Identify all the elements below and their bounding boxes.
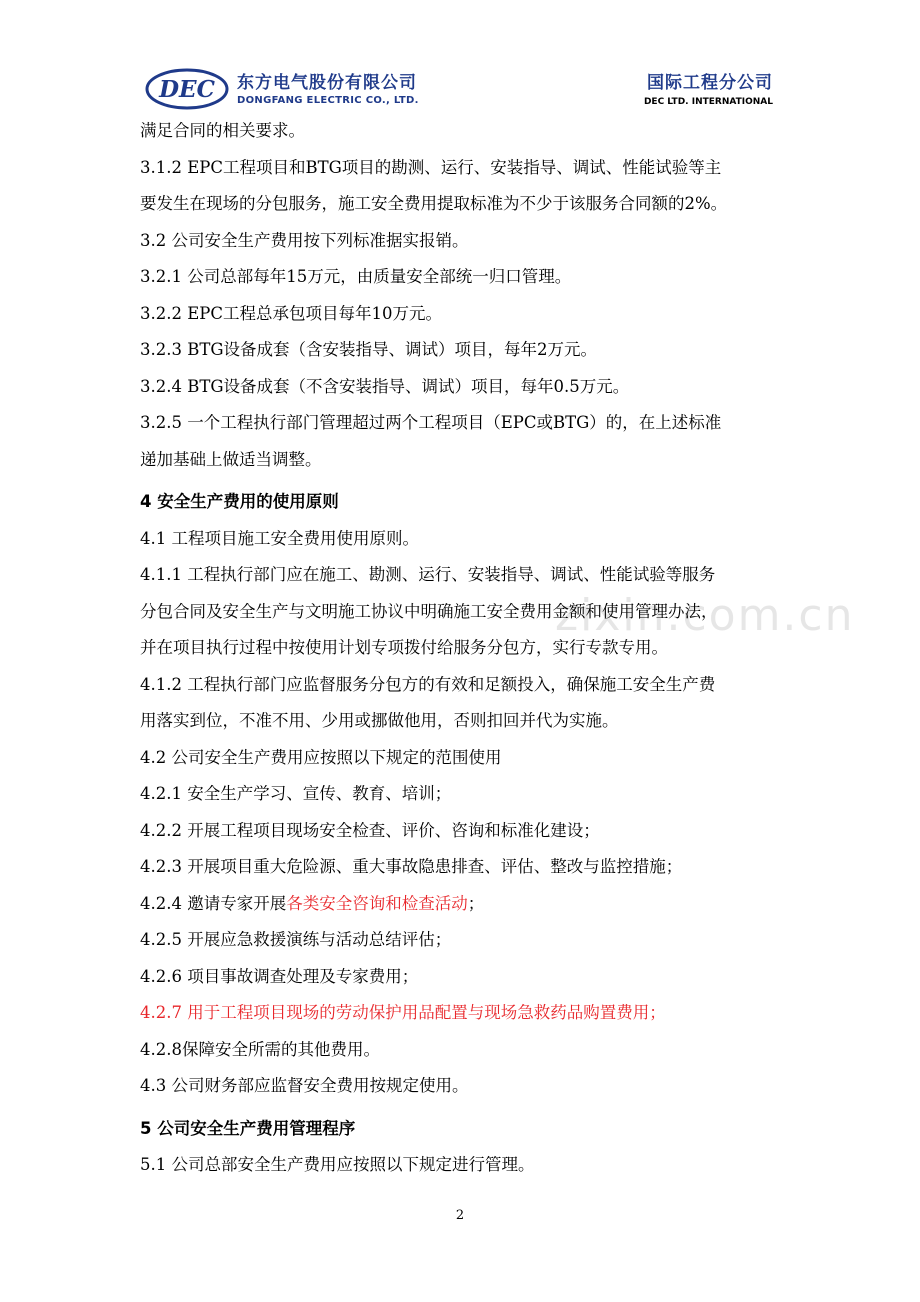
highlighted-text: 用于工程项目现场的劳动保护用品配置与现场急救药品购置费用； bbox=[187, 1003, 666, 1022]
paragraph-line: 3.2.3 BTG设备成套（含安装指导、调试）项目，每年2万元。 bbox=[140, 340, 598, 359]
page-number: 2 bbox=[455, 1208, 465, 1223]
branch-name-cn: 国际工程分公司 bbox=[647, 73, 773, 93]
paragraph-line: 要发生在现场的分包服务，施工安全费用提取标准为不少于该服务合同额的2%。 bbox=[140, 194, 728, 213]
paragraph-line: 满足合同的相关要求。 bbox=[140, 121, 305, 140]
highlighted-text: 各类安全咨询和检查活动 bbox=[286, 893, 468, 913]
paragraph-line: 3.2.2 EPC工程总承包项目每年10万元。 bbox=[140, 303, 442, 323]
paragraph-line: 4.1.2 工程执行部门应监督服务分包方的有效和足额投入，确保施工安全生产费 bbox=[140, 674, 716, 694]
dec-logo bbox=[145, 68, 229, 110]
paragraph-line: 4.2.5 开展应急救援演练与活动总结评估； bbox=[140, 930, 452, 949]
company-name-en: DONGFANG ELECTRIC CO., LTD. bbox=[237, 95, 419, 106]
paragraph-line: 递加基础上做适当调整。 bbox=[140, 449, 322, 469]
line-prefix: 4.2.4 邀请专家开展 bbox=[140, 893, 287, 913]
paragraph-line: 4.2.6 项目事故调查处理及专家费用； bbox=[140, 966, 419, 986]
paragraph-line bbox=[140, 995, 790, 1032]
paragraph-line: 用落实到位，不准不用、少用或挪做他用，否则扣回并代为实施。 bbox=[140, 711, 619, 730]
line-prefix: 4.2.7 bbox=[140, 1003, 188, 1022]
paragraph-line: 4.3 公司财务部应监督安全费用按规定使用。 bbox=[140, 1076, 469, 1095]
paragraph-line: 4.2.2 开展工程项目现场安全检查、评价、咨询和标准化建设； bbox=[140, 820, 600, 840]
paragraph-line: 并在项目执行过程中按使用计划专项拨付给服务分包方，实行专款专用。 bbox=[140, 638, 668, 657]
paragraph-line bbox=[140, 886, 790, 923]
paragraph-line: 5.1 公司总部安全生产费用应按照以下规定进行管理。 bbox=[140, 1155, 535, 1174]
page-header bbox=[145, 64, 785, 118]
company-name-cn: 东方电气股份有限公司 bbox=[237, 73, 417, 93]
paragraph-line: 4.1.1 工程执行部门应在施工、勘测、运行、安装指导、调试、性能试验等服务 bbox=[140, 565, 716, 584]
watermark: zixin.com.cn bbox=[555, 590, 855, 641]
paragraph-line: 4.1 工程项目施工安全费用使用原则。 bbox=[140, 528, 419, 548]
paragraph-line: 分包合同及安全生产与文明施工协议中明确施工安全费用金额和使用管理办法， bbox=[140, 601, 718, 621]
paragraph-line: 3.2.1 公司总部每年15万元，由质量安全部统一归口管理。 bbox=[140, 267, 572, 286]
paragraph-line: 3.2 公司安全生产费用按下列标准据实报销。 bbox=[140, 230, 469, 250]
line-suffix: ； bbox=[467, 893, 485, 913]
logo-text: DEC bbox=[159, 76, 215, 103]
section-heading: 4 安全生产费用的使用原则 bbox=[140, 492, 339, 511]
paragraph-line: 4.2 公司安全生产费用应按照以下规定的范围使用 bbox=[140, 747, 502, 767]
paragraph-line: 4.2.3 开展项目重大危险源、重大事故隐患排查、评估、整改与监控措施； bbox=[140, 857, 683, 876]
paragraph-line: 3.2.5 一个工程执行部门管理超过两个工程项目（EPC或BTG）的，在上述标准 bbox=[140, 413, 722, 432]
paragraph-line: 4.2.8保障安全所需的其他费用。 bbox=[140, 1039, 380, 1059]
branch-name-en: DEC LTD. INTERNATIONAL bbox=[643, 97, 773, 107]
section-heading: 5 公司安全生产费用管理程序 bbox=[140, 1118, 356, 1138]
paragraph-line: 4.2.1 安全生产学习、宣传、教育、培训； bbox=[140, 784, 452, 803]
paragraph-line: 3.1.2 EPC工程项目和BTG项目的勘测、运行、安装指导、调试、性能试验等主 bbox=[140, 157, 722, 177]
paragraph-line: 3.2.4 BTG设备成套（不含安装指导、调试）项目，每年0.5万元。 bbox=[140, 376, 630, 396]
document-body bbox=[140, 113, 790, 1184]
